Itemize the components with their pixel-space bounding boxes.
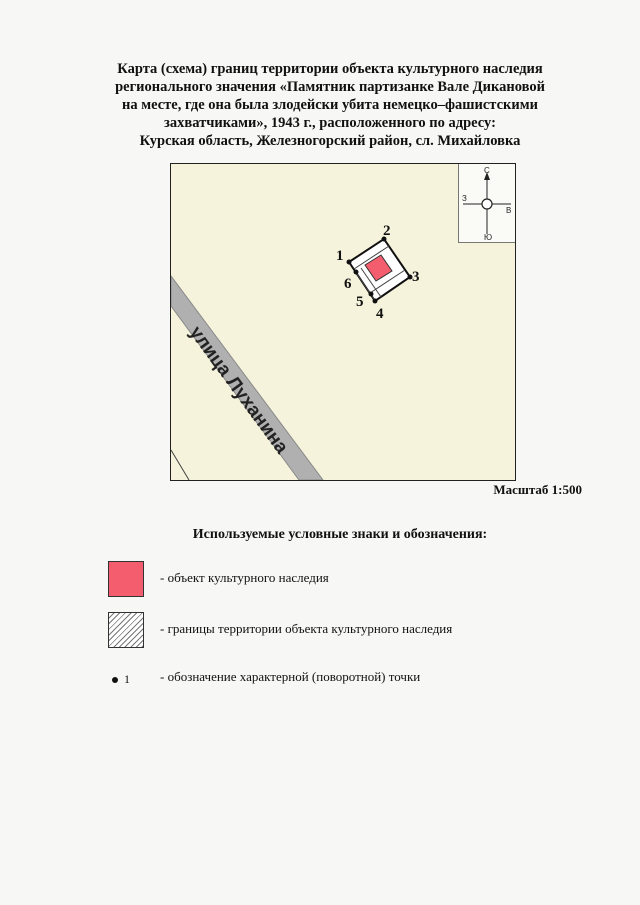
- compass: [458, 164, 515, 243]
- point-label-5: 5: [356, 294, 364, 310]
- corner-line: [171, 450, 189, 480]
- point-5-marker: [369, 292, 374, 297]
- legend-label: - обозначение характерной (поворотной) точки: [160, 669, 421, 684]
- title-line: Карта (схема) границ территории объекта культурного наследия: [117, 61, 543, 77]
- legend-swatch-boundary: [108, 612, 144, 648]
- title-line: захватчиками», 1943 г., расположенного по адресу:: [164, 115, 496, 131]
- point-1-marker: [347, 260, 352, 265]
- street-band: [171, 276, 323, 480]
- point-4-marker: [373, 299, 378, 304]
- compass-east: В: [506, 206, 512, 215]
- title-line: Курская область, Железногорский район, сл. Михайловка: [139, 133, 521, 149]
- scale-label: Масштаб 1:500: [493, 482, 582, 497]
- title-line: на месте, где она была злодейски убита немецко–фашистскими: [122, 97, 538, 113]
- compass-rose-icon: [459, 164, 515, 242]
- compass-north: С: [484, 166, 490, 175]
- point-dot-icon: [112, 677, 118, 683]
- map-title: [60, 60, 600, 150]
- point-label-4: 4: [376, 306, 384, 322]
- legend-point-number: 1: [124, 672, 130, 686]
- point-label-1: 1: [336, 248, 344, 264]
- legend-title: Используемые условные знаки и обозначения:: [192, 527, 488, 542]
- point-label-6: 6: [344, 276, 352, 292]
- compass-west: З: [462, 194, 467, 203]
- legend-point-symbol: [112, 672, 130, 687]
- legend-swatch-object: [108, 561, 144, 597]
- legend-label: - объект культурного наследия: [160, 570, 329, 585]
- legend-label: - границы территории объекта культурного наследия: [160, 621, 453, 636]
- point-label-3: 3: [412, 269, 420, 285]
- street-label: улица Луханина: [184, 322, 293, 458]
- point-6-marker: [354, 270, 359, 275]
- point-label-2: 2: [383, 223, 391, 239]
- map-frame: [170, 163, 516, 481]
- compass-south: Ю: [484, 233, 493, 242]
- title-line: регионального значения «Памятник партизанке Вале Дикановой: [115, 79, 545, 95]
